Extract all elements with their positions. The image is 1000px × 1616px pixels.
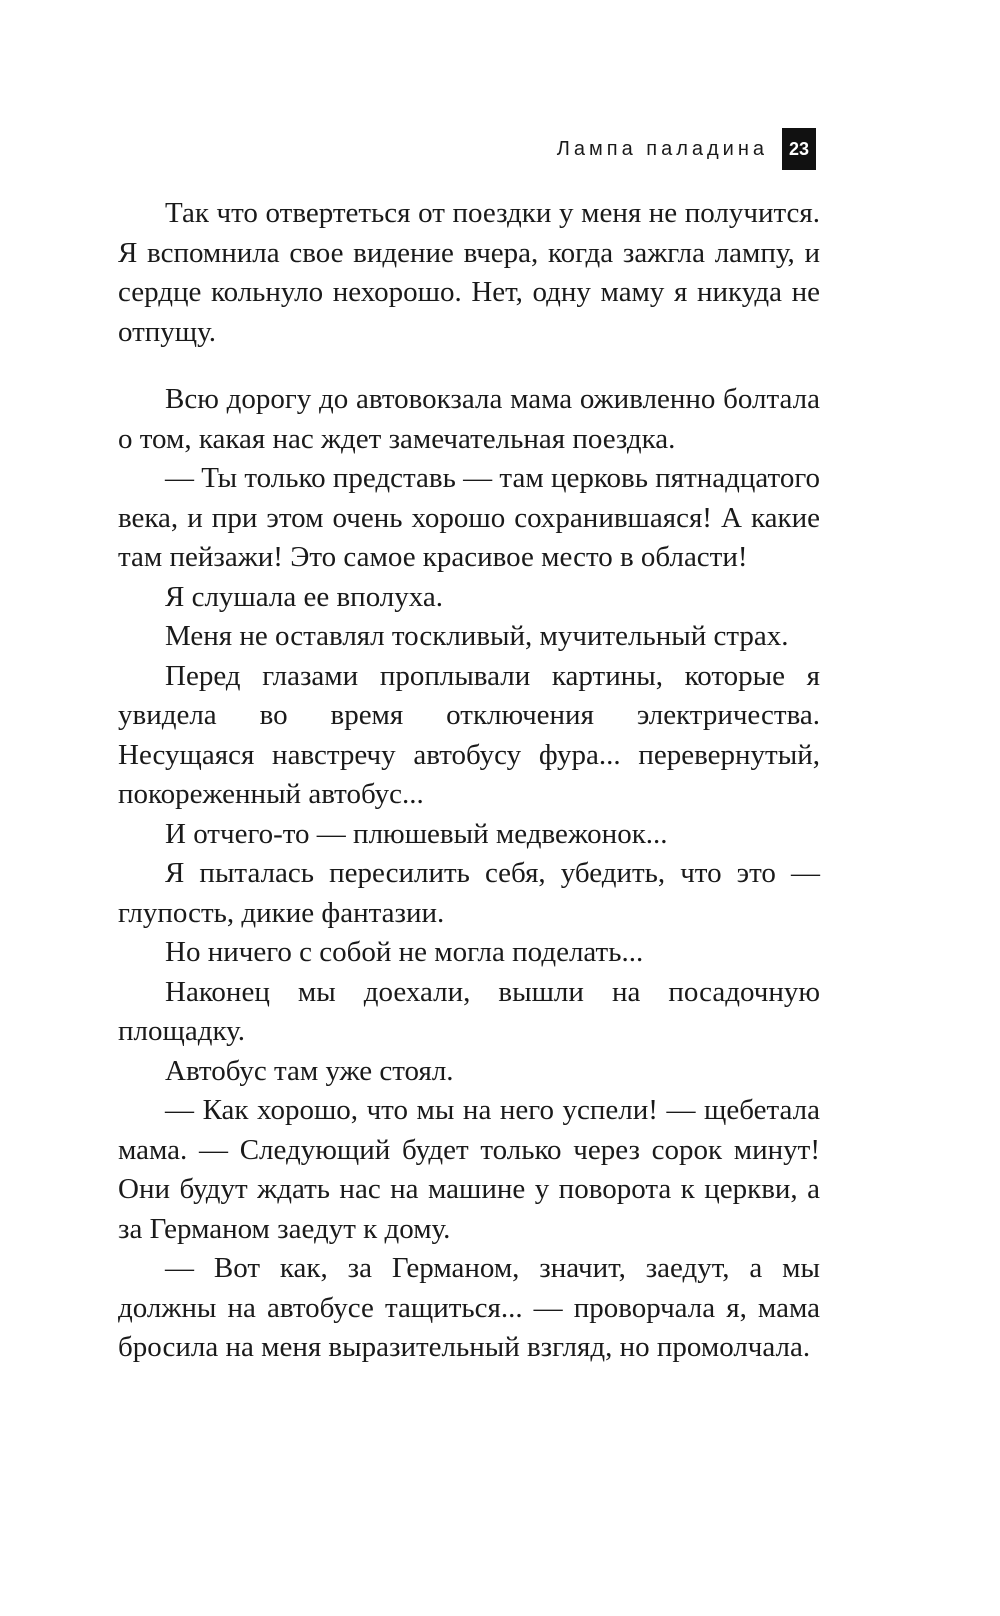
running-header-title: Лампа паладина [556, 137, 768, 160]
paragraph: Наконец мы доехали, вышли на посадочную площадку. [118, 975, 820, 1047]
paragraph: И отчего-то — плюшевый медвежонок... [165, 817, 668, 850]
paragraph: — Вот как, за Германом, значит, заедут, а мы должны на автобусе тащиться... — проворчала я, мама бросила на меня выразительный взгляд, но промолчала. [118, 1252, 820, 1363]
paragraph: — Ты только представь — там церковь пятнадцатого века, и при этом очень хорошо сохранившаяся! А какие там пейзажи! Это самое красивое место в области! [118, 462, 820, 573]
paragraph: Автобус там уже стоял. [165, 1054, 454, 1087]
page-number-badge: 23 [782, 128, 816, 170]
text-section-1 [118, 194, 820, 352]
running-header [557, 128, 816, 170]
paragraph: Я слушала ее вполуха. [165, 580, 444, 613]
paragraph: Но ничего с собой не могла поделать... [165, 936, 644, 968]
paragraph: Перед глазами проплывали картины, которые я увидела во время отключения электричества. Несущаяся навстречу автобусу фура... перевернутый, покореженный автобус... [118, 659, 820, 810]
paragraph: Так что отвертеться от поездки у меня не получится. Я вспомнила свое видение вчера, когда зажгла лампу, и сердце кольнуло нехорошо. Нет, одну маму я никуда не отпущу. [118, 197, 820, 348]
paragraph: Я пыталась пересилить себя, убедить, что это — глупость, дикие фантазии. [118, 857, 820, 929]
paragraph: Меня не оставлял тоскливый, мучительный страх. [165, 620, 789, 652]
paragraph: Всю дорогу до автовокзала мама оживленно болтала о том, какая нас ждет замечательная поездка. [118, 383, 820, 455]
paragraph: — Как хорошо, что мы на него успели! — щебетала мама. — Следующий будет только через сорок минут! Они будут ждать нас на машине у поворота к церкви, а за Германом заедут к дому. [118, 1094, 820, 1245]
text-section-2 [118, 380, 820, 1368]
